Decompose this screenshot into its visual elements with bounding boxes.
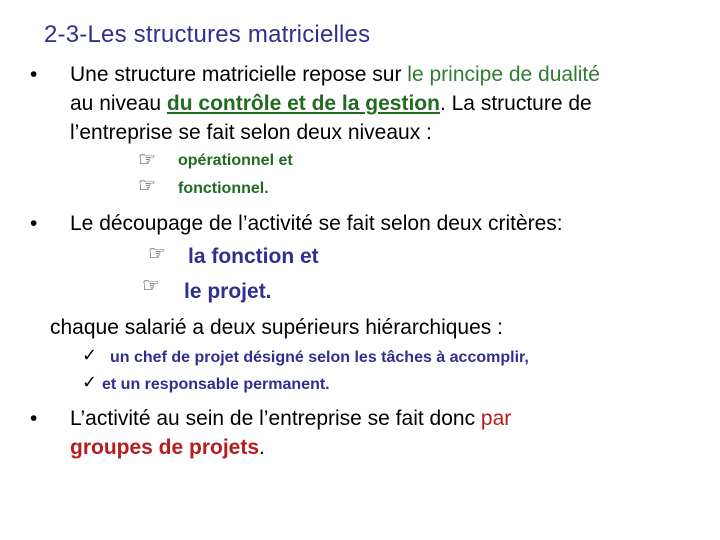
highlight-groupes-projets: groupes de projets [70,436,260,459]
sub-chef-projet: un chef de projet désigné selon les tâches à accomplir, [110,349,529,366]
sub-fonction: la fonction et [188,245,319,268]
sub-projet: le projet. [184,280,272,303]
bullet-2-line-1: Le découpage de l’activité se fait selon deux critères: [70,212,563,235]
slide-title: 2-3-Les structures matricielles [44,21,371,48]
highlight-par: par [480,407,512,430]
bullet-dot: • [30,407,38,430]
text-segment: L’activité au sein de l’entreprise se fait donc [70,407,481,430]
bullet-1-line-1 [70,63,600,87]
bullet-1-line-3: l’entreprise se fait selon deux niveaux : [70,121,432,144]
bullet-1-line-2 [70,92,592,116]
highlight-dualite: le principe de dualité [407,63,600,86]
highlight-controle-gestion: du contrôle et de la gestion [166,92,440,115]
text-segment: . La structure de [439,92,592,115]
sub-responsable: et un responsable permanent. [102,376,330,393]
bullet-3-line-2 [70,436,265,460]
bullet-dot: • [30,212,38,235]
pointing-hand-icon: ☞ [138,149,156,171]
pointing-hand-icon: ☞ [138,175,156,197]
text-segment: Une structure matricielle repose sur [70,63,408,86]
text-segment: . [259,436,265,459]
text-segment: au niveau [70,92,167,115]
pointing-hand-icon: ☞ [148,243,166,265]
pointing-hand-icon: ☞ [142,275,160,297]
bullet-dot: • [30,63,38,86]
check-icon: ✓ [82,345,98,366]
bullet-2-line-2: chaque salarié a deux supérieurs hiérarchiques : [50,316,503,339]
check-icon: ✓ [82,372,98,393]
bullet-3-line-1 [70,407,511,431]
sub-operationnel: opérationnel et [178,152,293,169]
sub-fonctionnel: fonctionnel. [178,180,269,197]
